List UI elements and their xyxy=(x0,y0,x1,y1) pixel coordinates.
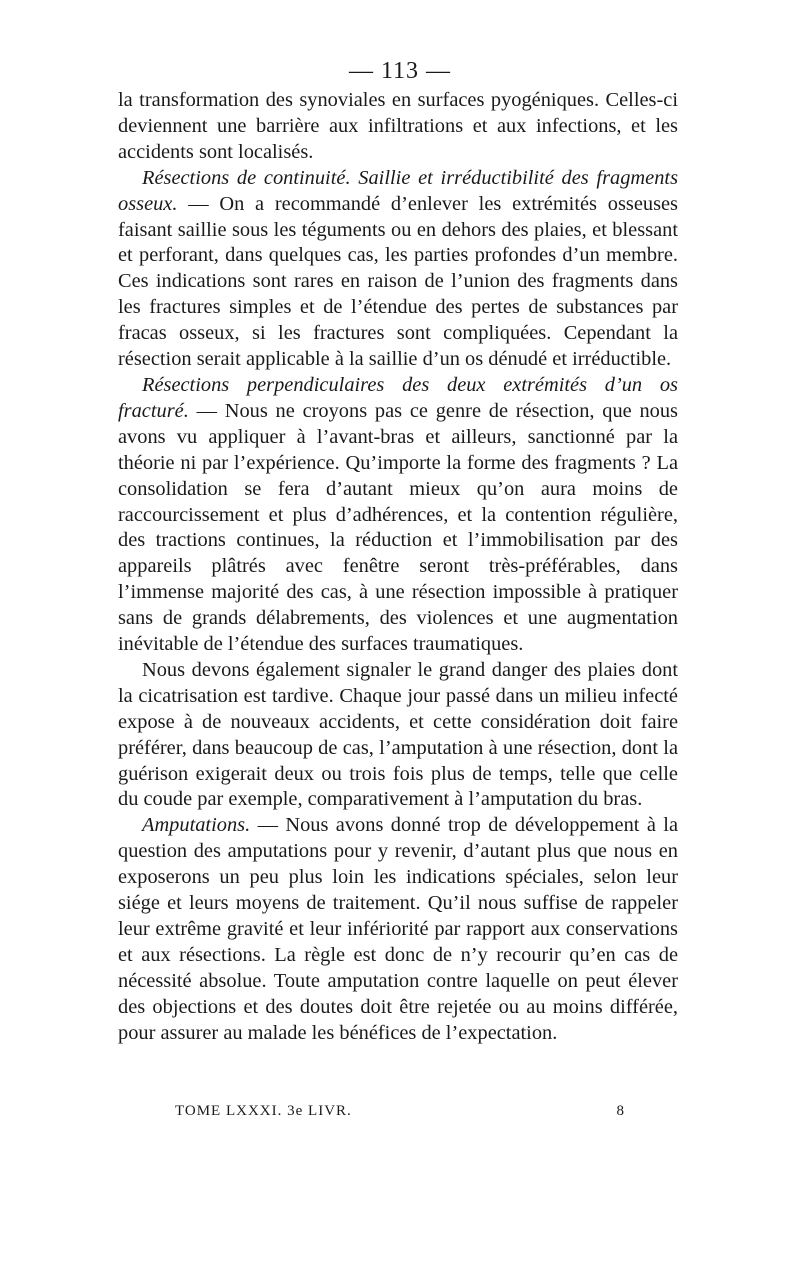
page-footer xyxy=(175,1103,625,1120)
paragraph-text: — Nous avons donné trop de développement à la question des amputations pour y revenir, d’autant plus que nous en exposerons un peu plus loin les indications spéciales, selon leur siége et leurs moyens de traitement. Qu’il nous suffise de rappeler leur extrême gravité et leur infériorité par rapport aux conservations et aux résections. La règle est donc de n’y recourir qu’en cas de nécessité absolue. Toute amputation contre laquelle on peut élever des objections et des doutes doit être rejetée ou au moins différée, pour assurer au malade les bénéfices de l’expectation. xyxy=(118,814,678,1044)
section-title: Résections perpendiculaires des deux extrémités d’un os fracturé. xyxy=(118,373,678,422)
paragraph-continuation xyxy=(118,88,678,166)
paragraph-danger-plaies xyxy=(118,658,678,813)
page-number-header: — 113 — xyxy=(348,58,452,84)
paragraph-text: Nous devons également signaler le grand danger des plaies dont la cicatrisation est tardive. Chaque jour passé dans un milieu infecté expose à de nouveaux accidents, et cette considération doit faire préférer, dans beaucoup de cas, l’amputation à une résection, dont la guérison exigerait deux ou trois fois plus de temps, telle que celle du coude par exemple, comparativement à l’amputation du bras. xyxy=(118,658,678,811)
signature-mark: TOME LXXXI. 3e LIVR. xyxy=(175,1103,352,1119)
section-title: Amputations. xyxy=(142,814,251,837)
paragraph-resections-perpendiculaires xyxy=(118,373,678,658)
paragraph-resections-continuite xyxy=(118,166,678,373)
section-title: Résections de continuité. Saillie et irréductibilité des fragments osseux. xyxy=(118,166,678,215)
paragraph-text: la transformation des synoviales en surfaces pyogéniques. Celles-ci deviennent une barrière aux infiltrations et aux infections, et les accidents sont localisés. xyxy=(118,89,678,163)
paragraph-text: — Nous ne croyons pas ce genre de résection, que nous avons vu appliquer à l’avant-bras et ailleurs, sanctionné par la théorie ni par l’expérience. Qu’importe la forme des fragments ? La consolidation se fera d’autant mieux qu’on aura moins de raccourcissement et plus d’adhérences, et la contention régulière, des tractions continues, la réduction et l’immobilisation par des appareils plâtrés avec fenêtre seront très-préférables, dans l’immense majorité des cas, à une résection impossible à pratiquer sans de grands délabrements, des violences et une augmentation inévitable de l’étendue des surfaces traumatiques. xyxy=(118,399,678,656)
paragraph-amputations xyxy=(118,813,678,1046)
gathering-number: 8 xyxy=(616,1103,625,1119)
body-text xyxy=(118,88,678,1047)
paragraph-text: — On a recommandé d’enlever les extrémités osseuses faisant saillie sous les téguments ou en dehors des plaies, et blessant et perforant, dans quelques cas, les parties profondes d’un membre. Ces indications sont rares en raison de l’union des fragments dans les fractures simples et de l’étendue des pertes de substances par fracas osseux, si les fractures sont compliquées. Cependant la résection serait applicable à la saillie d’un os dénudé et irréductible. xyxy=(118,192,678,371)
